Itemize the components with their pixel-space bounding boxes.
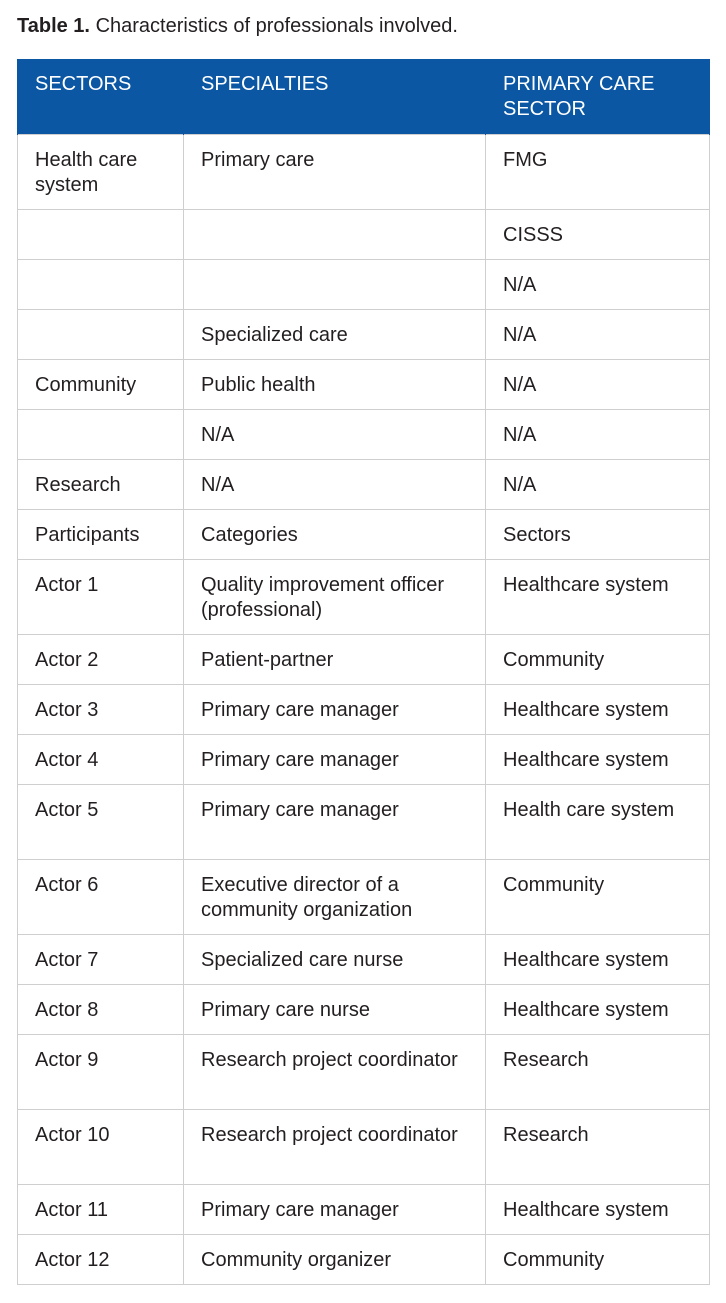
table-cell: Community [486,635,710,685]
header-sectors: SECTORS [18,59,184,135]
table-row [18,360,710,410]
table-cell: Research [18,460,184,510]
table-cell: N/A [486,310,710,360]
table-cell [184,260,486,310]
table-cell: Health care system [486,785,710,860]
table-cell: Community organizer [184,1235,486,1285]
table-row [18,510,710,560]
table-row [18,310,710,360]
table-cell: Research project coordinator [184,1035,486,1110]
table-header [18,59,710,135]
table-cell: N/A [486,460,710,510]
table-cell: N/A [184,410,486,460]
table-cell: Research project coordinator [184,1110,486,1185]
table-row [18,1235,710,1285]
table-cell: CISSS [486,210,710,260]
table-cell: Actor 2 [18,635,184,685]
table-row [18,635,710,685]
table-cell: Actor 5 [18,785,184,860]
table-cell: Research [486,1035,710,1110]
table-row [18,785,710,860]
table-cell: Primary care manager [184,735,486,785]
table-cell: Primary care manager [184,785,486,860]
table-row [18,860,710,935]
table-cell: Healthcare system [486,685,710,735]
table-caption-label: Table 1. [17,15,90,37]
table-cell [18,310,184,360]
table-row [18,985,710,1035]
table-cell: Primary care [184,135,486,210]
table-container [17,59,709,1285]
table-cell: N/A [486,360,710,410]
table-cell: Participants [18,510,184,560]
table-cell: Community [486,1235,710,1285]
table-cell: Actor 11 [18,1185,184,1235]
table-caption [17,13,458,39]
table-row [18,410,710,460]
table-cell: Actor 12 [18,1235,184,1285]
table-cell: Primary care manager [184,685,486,735]
table-row [18,1110,710,1185]
header-primary-care-sector: PRIMARY CARE SECTOR [486,59,710,135]
table-cell [18,260,184,310]
table-cell: Primary care nurse [184,985,486,1035]
table-cell: N/A [486,260,710,310]
table-row [18,1035,710,1110]
table-cell: N/A [184,460,486,510]
table-cell: Healthcare system [486,560,710,635]
table-row [18,460,710,510]
table-cell: N/A [486,410,710,460]
table-cell: Healthcare system [486,735,710,785]
table-row [18,1185,710,1235]
table-row [18,685,710,735]
table-cell: Healthcare system [486,935,710,985]
header-specialties: SPECIALTIES [184,59,486,135]
table-row [18,210,710,260]
table-row [18,735,710,785]
table-row [18,135,710,210]
table-cell: Research [486,1110,710,1185]
table-cell [18,410,184,460]
table-row [18,935,710,985]
table-cell: Actor 4 [18,735,184,785]
table-cell: Specialized care [184,310,486,360]
table-row [18,560,710,635]
table-cell: Patient-partner [184,635,486,685]
table-cell [184,210,486,260]
table-cell: Healthcare system [486,985,710,1035]
table-cell: Community [18,360,184,410]
table-cell: Categories [184,510,486,560]
table-cell: FMG [486,135,710,210]
table-cell: Sectors [486,510,710,560]
table-cell: Actor 8 [18,985,184,1035]
table-cell: Actor 10 [18,1110,184,1185]
table-body [18,135,710,1285]
table-cell: Executive director of a community organization [184,860,486,935]
table-cell: Actor 7 [18,935,184,985]
table-cell: Quality improvement officer (professional) [184,560,486,635]
table-caption-text: Characteristics of professionals involved. [95,15,458,37]
table-cell: Actor 9 [18,1035,184,1110]
table-cell: Actor 3 [18,685,184,735]
table-cell: Healthcare system [486,1185,710,1235]
table-cell: Public health [184,360,486,410]
table-cell [18,210,184,260]
table-cell: Actor 1 [18,560,184,635]
table-cell: Community [486,860,710,935]
characteristics-table [17,59,710,1285]
table-header-row [18,59,710,135]
table-cell: Specialized care nurse [184,935,486,985]
table-cell: Actor 6 [18,860,184,935]
table-cell: Health care system [18,135,184,210]
table-cell: Primary care manager [184,1185,486,1235]
table-row [18,260,710,310]
